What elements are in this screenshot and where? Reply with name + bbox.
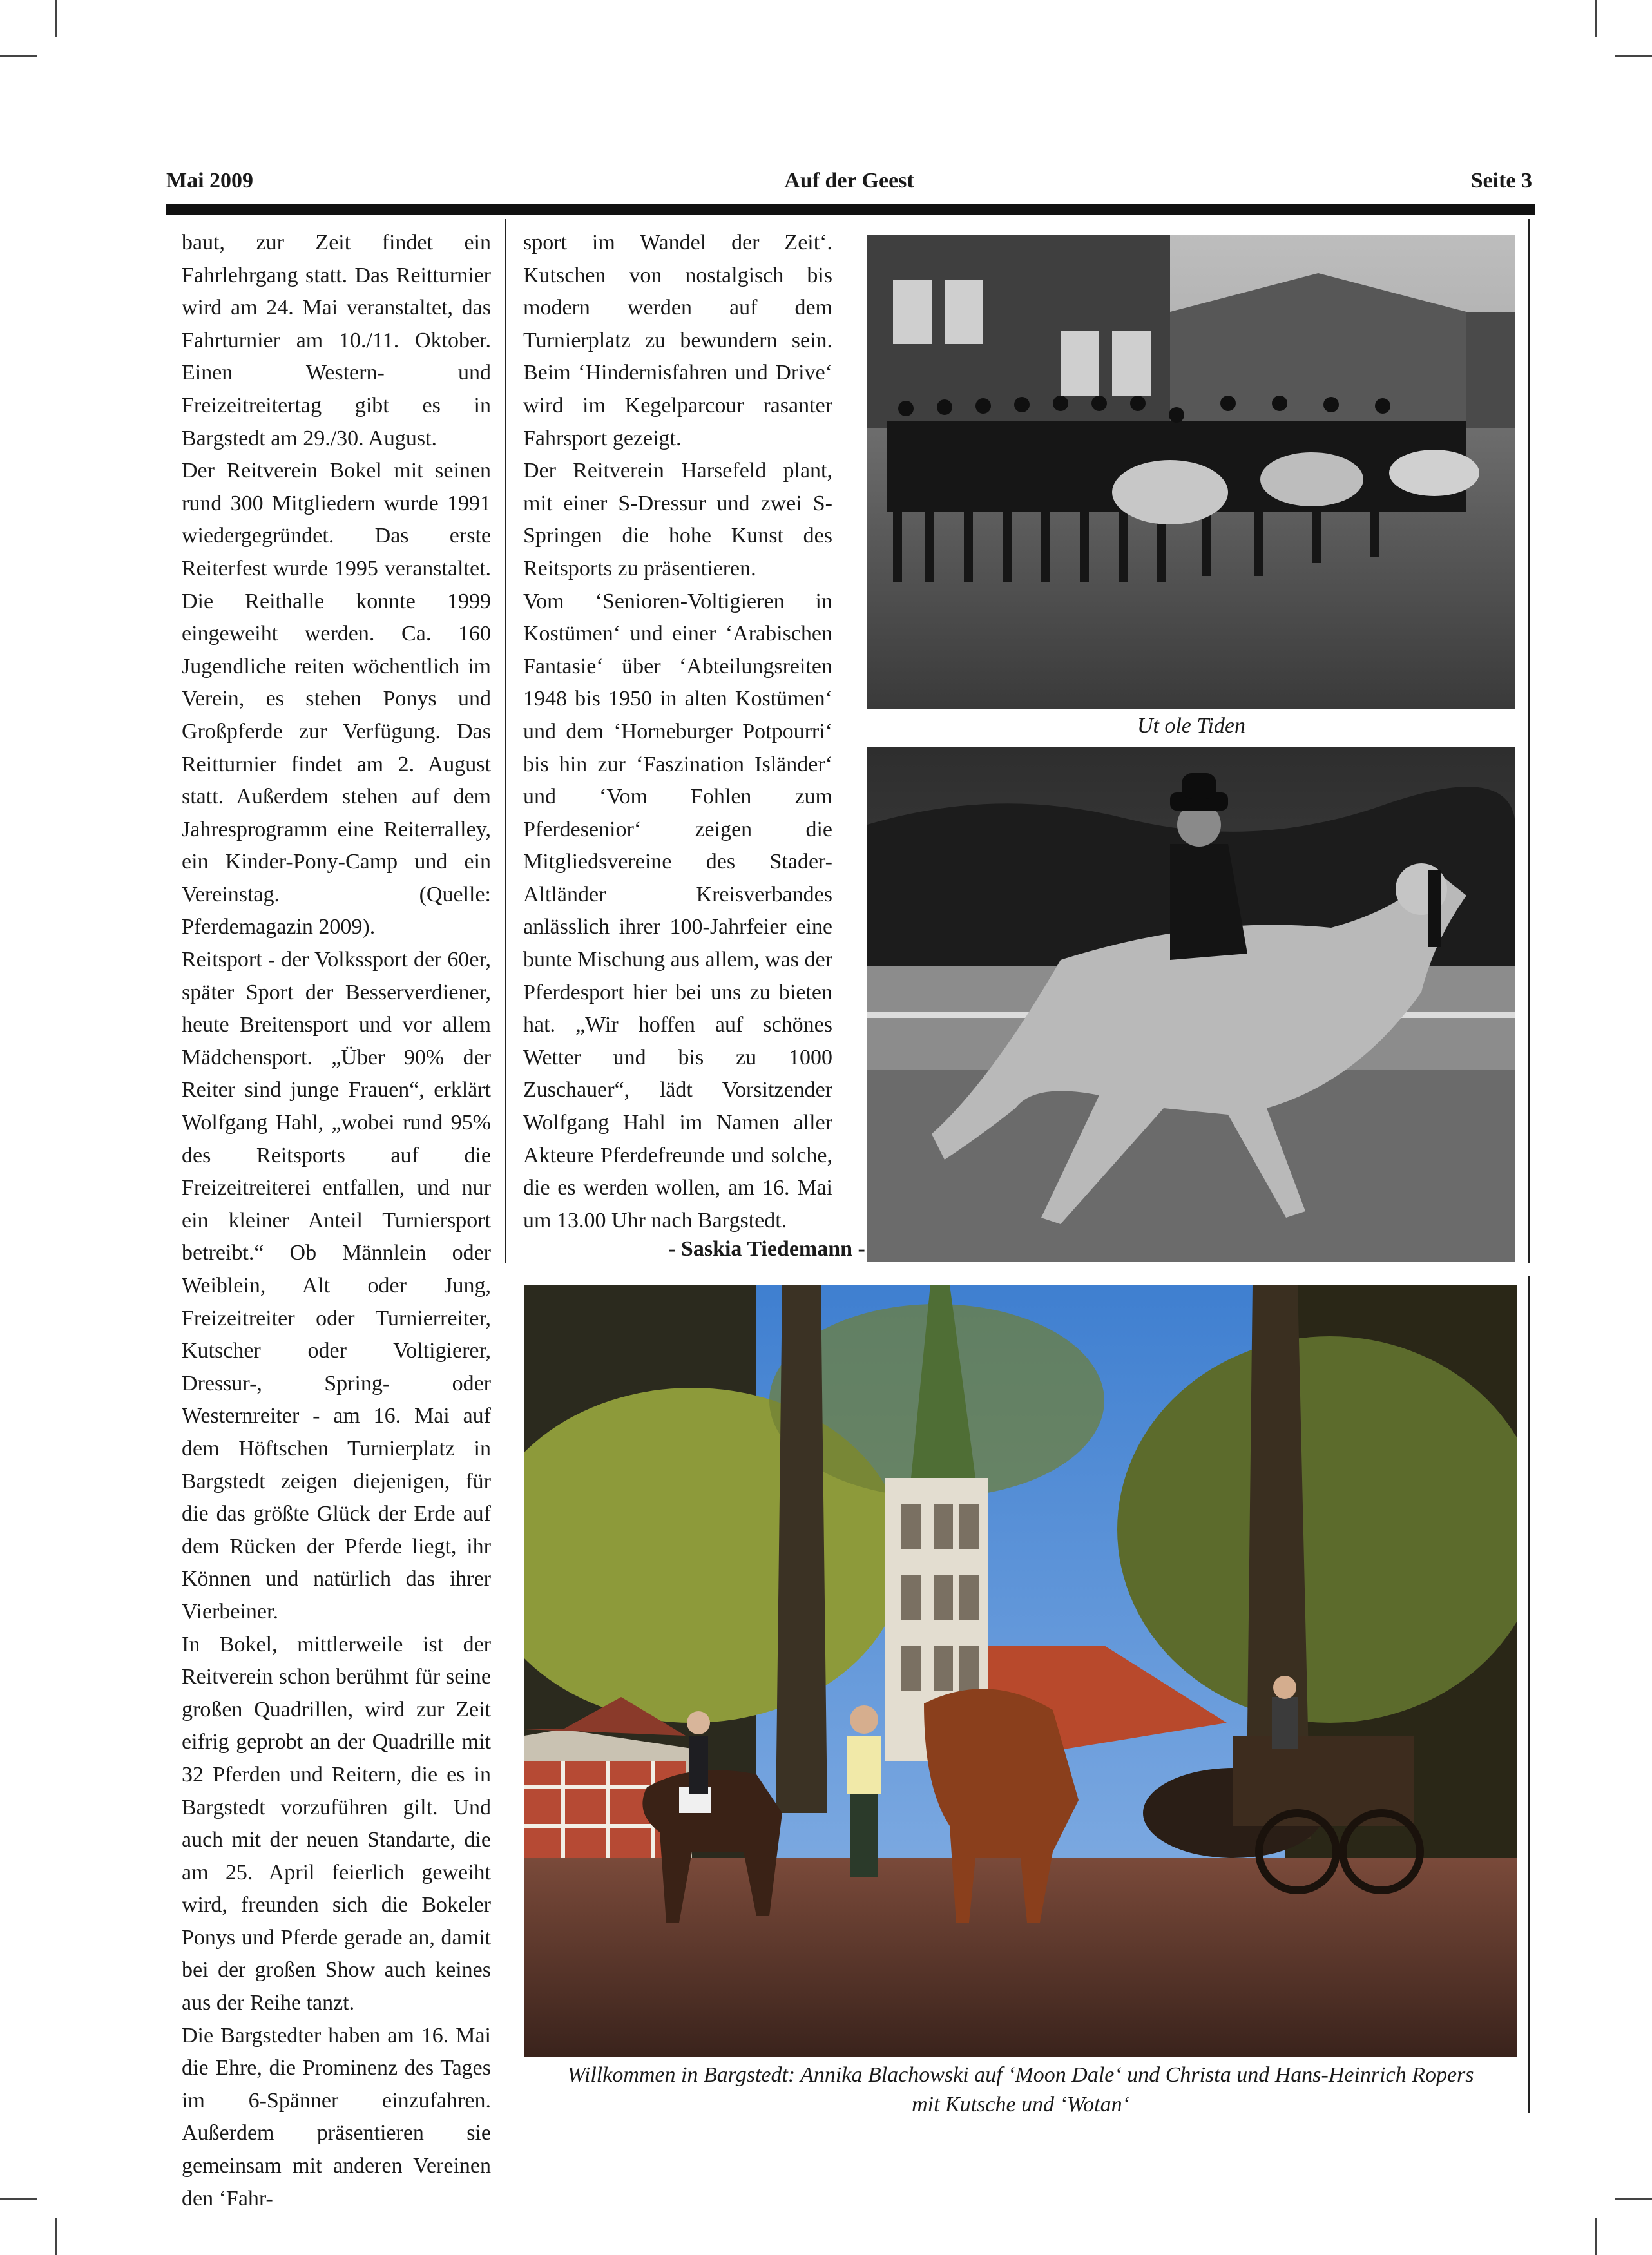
column-divider	[505, 219, 506, 1263]
dressage-rider-photo	[867, 747, 1515, 1262]
crop-mark	[1595, 0, 1597, 37]
caption-line: Willkommen in Bargstedt: Annika Blachowski auf ‘Moon Dale‘ und Christa und Hans-Heinrich Ropers	[567, 2063, 1474, 2087]
header-rule	[166, 204, 1535, 215]
column-divider	[1528, 1276, 1530, 2113]
crop-mark	[1615, 55, 1652, 57]
caption-line: mit Kutsche und ‘Wotan‘	[912, 2093, 1129, 2116]
issue-date: Mai 2009	[166, 169, 254, 193]
article-column-1	[182, 227, 491, 2215]
crop-mark	[55, 2218, 57, 2255]
article-column-2	[523, 227, 832, 1237]
paragraph: Der Reitverein Harsefeld plant, mit einer S-Dressur und zwei S-Springen die hohe Kunst des Reitsports zu präsentieren.	[523, 459, 832, 581]
crop-mark	[1595, 2218, 1597, 2255]
paragraph: Der Reitverein Bokel mit seinen rund 300 Mitgliedern wurde 1991 wiedergegründet. Das erste Reiterfest wurde 1995 veranstaltet. Die Reithalle konnte 1999 eingeweiht werden. Ca. 160 Jugendliche reiten wöchentlich im Verein, es stehen Ponys und Großpferde zur Verfügung. Das Reitturnier findet am 2. August statt. Außerdem stehen auf dem Jahresprogramm eine Reiterralley, ein Kinder-Pony-Camp und ein Vereinstag. (Quelle: Pferdemagazin 2009).	[182, 459, 491, 939]
bargstedt-color-photo	[524, 1285, 1517, 2057]
paragraph: In Bokel, mittlerweile ist der Reitverein schon berühmt für seine großen Quadrillen, wird zur Zeit eifrig geprobt an der Quadrille mit 32 Pferden und Reitern, die es in Bargstedt vorzuführen gilt. Und auch mit der neuen Standarte, die am 25. April feierlich geweiht wird, freunden sich die Bokeler Ponys und Pferde gerade an, damit bei der großen Show auch keines aus der Reihe tanzt.	[182, 1632, 491, 2015]
color-photo-caption	[524, 2060, 1517, 2120]
historic-riders-photo	[867, 235, 1515, 709]
crop-mark	[0, 2198, 37, 2200]
paragraph: baut, zur Zeit findet ein Fahrlehrgang statt. Das Reitturnier wird am 24. Mai veranstaltet, das Fahrturnier am 10./11. Oktober. Einen Western- und Freizeitreitertag gibt es in Bargstedt am 29./30. August.	[182, 231, 491, 450]
newspaper-title: Auf der Geest	[784, 169, 914, 193]
page-number: Seite 3	[1470, 169, 1532, 193]
historic-photo-caption: Ut ole Tiden	[1137, 714, 1246, 738]
crop-mark	[1615, 2198, 1652, 2200]
paragraph: Vom ‘Senioren-Voltigieren in Kostümen‘ und einer ‘Arabischen Fantasie‘ über ‘Abteilungsreiten 1948 bis 1950 in alten Kostümen‘ und dem ‘Horneburger Potpourri‘ bis hin zur ‘Faszination Isländer‘ und ‘Vom Fohlen zum Pferdesenior‘ zeigen die Mitgliedsvereine des Stader-Altländer Kreisverbandes anlässlich ihrer 100-Jahrfeier eine bunte Mischung aus allem, was der Pferdesport hier bei uns zu bieten hat. „Wir hoffen auf schönes Wetter und bis zu 1000 Zuschauer“, lädt Vorsitzender Wolfgang Hahl im Namen aller Akteure Pferdefreunde und solche, die es werden wollen, am 16. Mai um 13.00 Uhr nach Bargstedt.	[523, 589, 832, 1233]
author-byline: - Saskia Tiedemann -	[668, 1237, 865, 1261]
paragraph: Reitsport - der Volkssport der 60er, später Sport der Besserverdiener, heute Breitensport und vor allem Mädchensport. „Über 90% der Reiter sind junge Frauen“, erklärt Wolfgang Hahl, „wobei rund 95% des Reitsports auf die Freizeitreiterei entfallen, und nur ein kleiner Anteil Turniersport betreibt.“ Ob Männlein oder Weiblein, Alt oder Jung, Freizeitreiter oder Turnierreiter, Kutscher oder Voltigierer, Dressur-, Spring- oder Westernreiter - am 16. Mai auf dem Höftschen Turnierplatz in Bargstedt zeigen diejenigen, für die das größte Glück der Erde auf dem Rücken der Pferde liegt, ihr Können und natürlich das ihrer Vierbeiner.	[182, 948, 491, 1624]
paragraph: Die Bargstedter haben am 16. Mai die Ehre, die Prominenz des Tages im 6-Spänner einzufahren. Außerdem präsentieren sie gemeinsam mit anderen Vereinen den ‘Fahr-	[182, 2023, 491, 2211]
paragraph: sport im Wandel der Zeit‘. Kutschen von nostalgisch bis modern werden auf dem Turnierplatz zu bewundern sein. Beim ‘Hindernisfahren und Drive‘ wird im Kegelparcour rasanter Fahrsport gezeigt.	[523, 231, 832, 450]
column-divider	[1528, 219, 1530, 1263]
crop-mark	[0, 55, 37, 57]
page-header	[166, 169, 1532, 201]
crop-mark	[55, 0, 57, 37]
